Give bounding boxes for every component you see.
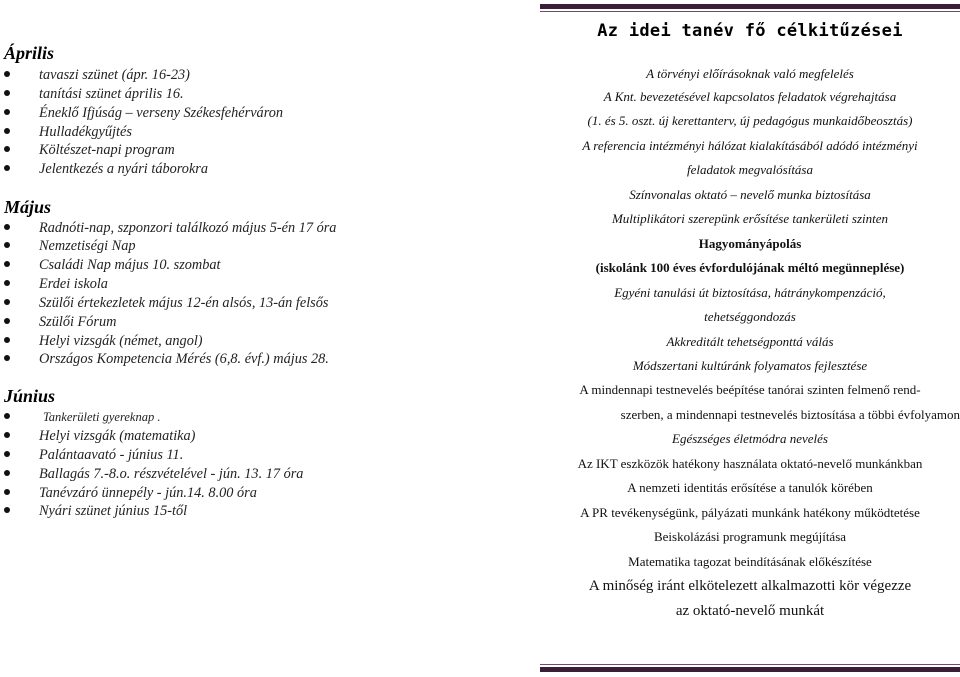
bullet-icon [4,128,10,134]
goal-line: Hagyományápolás [698,236,802,251]
bullet-icon [4,280,10,286]
bullet-icon [4,224,10,230]
bullet-icon [4,146,10,152]
list-item: Családi Nap május 10. szombat [4,256,10,274]
goal-line: A minőség iránt elkötelezett alkalmazotti kör végezze [588,578,912,594]
goal-line: A referencia intézményi hálózat kialakításából adódó intézményi [582,138,918,153]
bullet-icon [4,507,10,513]
list-item: Szülői Fórum [4,313,10,331]
goal-line: az oktató-nevelő munkát [675,603,825,619]
month-heading-april: Április [4,43,55,63]
list-item: Nyári szünet június 15-től [4,502,10,520]
list-item: Hulladékgyűjtés [4,123,10,141]
list-item: Erdei iskola [4,275,10,293]
list-item: Palántaavató - június 11. [4,446,10,464]
list-item: tanítási szünet április 16. [4,85,10,103]
goal-line: (iskolánk 100 éves évfordulójának méltó megünneplése) [595,260,905,275]
goal-line: Egyéni tanulási út biztosítása, hátránykompenzáció, [614,285,886,300]
month-heading-may: Május [4,197,52,217]
list-item: Nemzetiségi Nap [4,237,10,255]
bullet-icon [4,71,10,77]
calendar-column [0,0,470,677]
list-item: Jelentkezés a nyári táborokra [4,160,10,178]
list-item: Éneklő Ifjúság – verseny Székesfehérváron [4,104,10,122]
month-heading-june: Június [4,386,56,406]
goal-line: Módszertani kultúránk folyamatos fejlesztése [632,358,868,373]
goal-line: Az IKT eszközök hatékony használata oktató-nevelő munkánkban [577,456,923,471]
bottom-divider [540,667,960,672]
bullet-icon [4,109,10,115]
bullet-icon [4,432,10,438]
list-item: Radnóti-nap, szponzori találkozó május 5-én 17 óra [4,219,10,237]
bullet-icon [4,261,10,267]
goals-column [540,0,960,677]
list-item: Szülői értekezletek május 12-én alsós, 13-án felsős [4,294,10,312]
list-item: Tanévzáró ünnepély - jún.14. 8.00 óra [4,484,10,502]
bottom-divider-thin [540,664,960,665]
bullet-icon [4,337,10,343]
bullet-icon [4,318,10,324]
bullet-icon [4,413,10,419]
goal-line: A mindennapi testnevelés beépítése tanórai szinten felmenő rend- [579,382,921,397]
goal-line: Matematika tagozat beindításának előkészítése [628,554,872,569]
bullet-icon [4,489,10,495]
goal-line: (1. és 5. oszt. új kerettanterv, új pedagógus munkaidőbeosztás) [587,113,913,128]
goal-line: tehetséggondozás [704,309,796,324]
bullet-icon [4,90,10,96]
list-item: Költészet-napi program [4,141,10,159]
goal-line: Akkreditált tehetségponttá válás [666,334,834,349]
bullet-icon [4,355,10,361]
bullet-icon [4,451,10,457]
goal-line: szerben, a mindennapi testnevelés biztosítása a többi évfolyamon [620,407,960,422]
list-item: Ballagás 7.-8.o. részvételével - jún. 13. 17 óra [4,465,10,483]
goal-line: A PR tevékenységünk, pályázati munkánk hatékony működtetése [580,505,920,520]
goal-line: Egészséges életmódra nevelés [672,431,828,446]
top-divider-thin [540,11,960,12]
goal-line: Színvonalas oktató – nevelő munka biztosítása [629,187,871,202]
bullet-icon [4,299,10,305]
top-divider [540,4,960,9]
bullet-icon [4,470,10,476]
goal-line: feladatok megvalósítása [686,162,813,177]
bullet-icon [4,242,10,248]
goal-line: A törvényi előírásoknak való megfelelés [646,66,854,81]
goal-line: Multiplikátori szerepünk erősítése tankerületi szinten [611,211,889,226]
list-item: Országos Kompetencia Mérés (6,8. évf.) május 28. [4,350,10,368]
list-item: tavaszi szünet (ápr. 16-23) [4,66,10,84]
goal-line: A Knt. bevezetésével kapcsolatos feladatok végrehajtása [603,89,897,104]
list-item: Tankerületi gyereknap . [4,408,10,426]
goal-line: A nemzeti identitás erősítése a tanulók körében [627,480,873,495]
list-item: Helyi vizsgák (matematika) [4,427,10,445]
goal-line: Beiskolázási programunk megújítása [653,529,847,544]
goals-heading: Az idei tanév fő célkitűzései [597,21,903,41]
bullet-icon [4,165,10,171]
list-item: Helyi vizsgák (német, angol) [4,332,10,350]
